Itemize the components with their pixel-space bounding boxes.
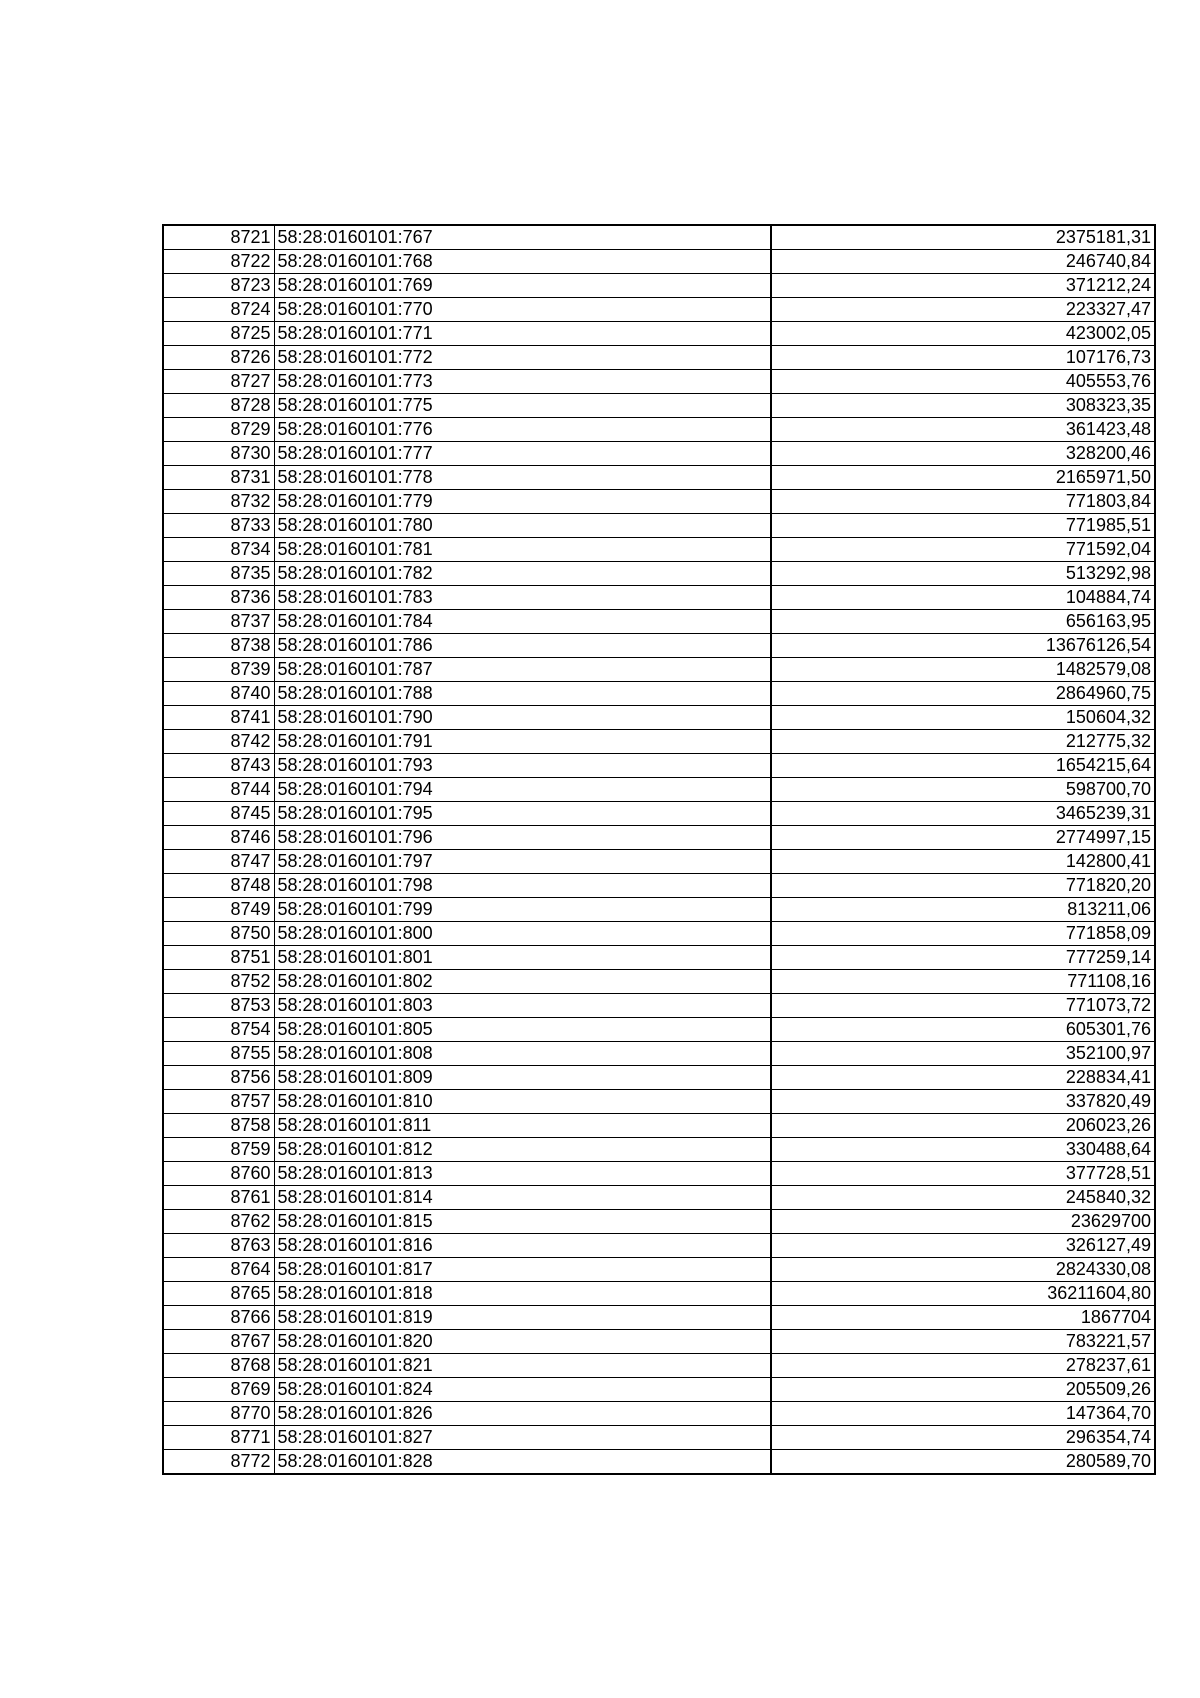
- row-number-cell: 8763: [163, 1234, 274, 1258]
- cadastral-number-cell: 58:28:0160101:771: [274, 322, 771, 346]
- cadastral-number-cell: 58:28:0160101:795: [274, 802, 771, 826]
- value-cell: 771108,16: [771, 970, 1155, 994]
- value-cell: 330488,64: [771, 1138, 1155, 1162]
- table-row: [163, 586, 1155, 610]
- value-cell: 223327,47: [771, 298, 1155, 322]
- value-cell: 326127,49: [771, 1234, 1155, 1258]
- cadastral-number-cell: 58:28:0160101:773: [274, 370, 771, 394]
- row-number-cell: 8760: [163, 1162, 274, 1186]
- table-row: [163, 1042, 1155, 1066]
- value-cell: 147364,70: [771, 1402, 1155, 1426]
- table-row: [163, 634, 1155, 658]
- cadastral-number-cell: 58:28:0160101:799: [274, 898, 771, 922]
- value-cell: 771985,51: [771, 514, 1155, 538]
- row-number-cell: 8759: [163, 1138, 274, 1162]
- cadastral-number-cell: 58:28:0160101:796: [274, 826, 771, 850]
- table-body: [163, 225, 1155, 1474]
- table-row: [163, 970, 1155, 994]
- cadastral-number-cell: 58:28:0160101:786: [274, 634, 771, 658]
- cadastral-number-cell: 58:28:0160101:775: [274, 394, 771, 418]
- row-number-cell: 8721: [163, 225, 274, 250]
- table-row: [163, 298, 1155, 322]
- value-cell: 361423,48: [771, 418, 1155, 442]
- table-row: [163, 1426, 1155, 1450]
- row-number-cell: 8761: [163, 1186, 274, 1210]
- row-number-cell: 8748: [163, 874, 274, 898]
- value-cell: 2824330,08: [771, 1258, 1155, 1282]
- cadastral-number-cell: 58:28:0160101:817: [274, 1258, 771, 1282]
- row-number-cell: 8757: [163, 1090, 274, 1114]
- value-cell: 2864960,75: [771, 682, 1155, 706]
- cadastral-number-cell: 58:28:0160101:814: [274, 1186, 771, 1210]
- table-row: [163, 1330, 1155, 1354]
- table-row: [163, 250, 1155, 274]
- table-row: [163, 1282, 1155, 1306]
- value-cell: 777259,14: [771, 946, 1155, 970]
- value-cell: 245840,32: [771, 1186, 1155, 1210]
- value-cell: 813211,06: [771, 898, 1155, 922]
- row-number-cell: 8767: [163, 1330, 274, 1354]
- value-cell: 771820,20: [771, 874, 1155, 898]
- cadastral-number-cell: 58:28:0160101:821: [274, 1354, 771, 1378]
- cadastral-number-cell: 58:28:0160101:828: [274, 1450, 771, 1475]
- cadastral-number-cell: 58:28:0160101:811: [274, 1114, 771, 1138]
- value-cell: 337820,49: [771, 1090, 1155, 1114]
- cadastral-number-cell: 58:28:0160101:778: [274, 466, 771, 490]
- table-row: [163, 274, 1155, 298]
- cadastral-number-cell: 58:28:0160101:794: [274, 778, 771, 802]
- table-row: [163, 610, 1155, 634]
- cadastral-number-cell: 58:28:0160101:818: [274, 1282, 771, 1306]
- row-number-cell: 8724: [163, 298, 274, 322]
- value-cell: 328200,46: [771, 442, 1155, 466]
- cadastral-value-table: [162, 224, 1156, 1475]
- row-number-cell: 8746: [163, 826, 274, 850]
- row-number-cell: 8728: [163, 394, 274, 418]
- value-cell: 371212,24: [771, 274, 1155, 298]
- row-number-cell: 8770: [163, 1402, 274, 1426]
- row-number-cell: 8772: [163, 1450, 274, 1475]
- row-number-cell: 8750: [163, 922, 274, 946]
- table-row: [163, 1090, 1155, 1114]
- row-number-cell: 8725: [163, 322, 274, 346]
- cadastral-number-cell: 58:28:0160101:779: [274, 490, 771, 514]
- cadastral-number-cell: 58:28:0160101:812: [274, 1138, 771, 1162]
- row-number-cell: 8736: [163, 586, 274, 610]
- value-cell: 104884,74: [771, 586, 1155, 610]
- cadastral-number-cell: 58:28:0160101:810: [274, 1090, 771, 1114]
- value-cell: 352100,97: [771, 1042, 1155, 1066]
- cadastral-number-cell: 58:28:0160101:782: [274, 562, 771, 586]
- row-number-cell: 8764: [163, 1258, 274, 1282]
- row-number-cell: 8743: [163, 754, 274, 778]
- row-number-cell: 8768: [163, 1354, 274, 1378]
- row-number-cell: 8738: [163, 634, 274, 658]
- row-number-cell: 8722: [163, 250, 274, 274]
- cadastral-number-cell: 58:28:0160101:772: [274, 346, 771, 370]
- cadastral-number-cell: 58:28:0160101:780: [274, 514, 771, 538]
- row-number-cell: 8747: [163, 850, 274, 874]
- row-number-cell: 8731: [163, 466, 274, 490]
- cadastral-number-cell: 58:28:0160101:808: [274, 1042, 771, 1066]
- cadastral-number-cell: 58:28:0160101:783: [274, 586, 771, 610]
- cadastral-number-cell: 58:28:0160101:819: [274, 1306, 771, 1330]
- table-row: [163, 1114, 1155, 1138]
- cadastral-number-cell: 58:28:0160101:788: [274, 682, 771, 706]
- value-cell: 1867704: [771, 1306, 1155, 1330]
- value-cell: 771858,09: [771, 922, 1155, 946]
- value-cell: 2375181,31: [771, 225, 1155, 250]
- table-row: [163, 225, 1155, 250]
- row-number-cell: 8749: [163, 898, 274, 922]
- table-row: [163, 706, 1155, 730]
- table-row: [163, 874, 1155, 898]
- table-row: [163, 370, 1155, 394]
- table-row: [163, 658, 1155, 682]
- value-cell: 13676126,54: [771, 634, 1155, 658]
- row-number-cell: 8732: [163, 490, 274, 514]
- row-number-cell: 8727: [163, 370, 274, 394]
- table-row: [163, 322, 1155, 346]
- cadastral-number-cell: 58:28:0160101:767: [274, 225, 771, 250]
- value-cell: 771592,04: [771, 538, 1155, 562]
- value-cell: 377728,51: [771, 1162, 1155, 1186]
- row-number-cell: 8733: [163, 514, 274, 538]
- row-number-cell: 8726: [163, 346, 274, 370]
- value-cell: 771073,72: [771, 994, 1155, 1018]
- cadastral-number-cell: 58:28:0160101:824: [274, 1378, 771, 1402]
- value-cell: 280589,70: [771, 1450, 1155, 1475]
- cadastral-number-cell: 58:28:0160101:826: [274, 1402, 771, 1426]
- value-cell: 278237,61: [771, 1354, 1155, 1378]
- row-number-cell: 8769: [163, 1378, 274, 1402]
- value-cell: 206023,26: [771, 1114, 1155, 1138]
- table-row: [163, 1066, 1155, 1090]
- cadastral-number-cell: 58:28:0160101:802: [274, 970, 771, 994]
- table-row: [163, 826, 1155, 850]
- row-number-cell: 8741: [163, 706, 274, 730]
- table-row: [163, 1234, 1155, 1258]
- table-row: [163, 778, 1155, 802]
- row-number-cell: 8753: [163, 994, 274, 1018]
- cadastral-number-cell: 58:28:0160101:787: [274, 658, 771, 682]
- row-number-cell: 8735: [163, 562, 274, 586]
- cadastral-number-cell: 58:28:0160101:820: [274, 1330, 771, 1354]
- table-row: [163, 346, 1155, 370]
- row-number-cell: 8762: [163, 1210, 274, 1234]
- table-row: [163, 802, 1155, 826]
- table-row: [163, 1018, 1155, 1042]
- value-cell: 107176,73: [771, 346, 1155, 370]
- value-cell: 605301,76: [771, 1018, 1155, 1042]
- table-row: [163, 730, 1155, 754]
- row-number-cell: 8766: [163, 1306, 274, 1330]
- row-number-cell: 8752: [163, 970, 274, 994]
- table-row: [163, 394, 1155, 418]
- cadastral-number-cell: 58:28:0160101:770: [274, 298, 771, 322]
- row-number-cell: 8758: [163, 1114, 274, 1138]
- cadastral-number-cell: 58:28:0160101:803: [274, 994, 771, 1018]
- cadastral-number-cell: 58:28:0160101:791: [274, 730, 771, 754]
- table-row: [163, 418, 1155, 442]
- value-cell: 228834,41: [771, 1066, 1155, 1090]
- value-cell: 150604,32: [771, 706, 1155, 730]
- cadastral-number-cell: 58:28:0160101:801: [274, 946, 771, 970]
- value-cell: 405553,76: [771, 370, 1155, 394]
- cadastral-number-cell: 58:28:0160101:809: [274, 1066, 771, 1090]
- value-cell: 656163,95: [771, 610, 1155, 634]
- row-number-cell: 8771: [163, 1426, 274, 1450]
- value-cell: 598700,70: [771, 778, 1155, 802]
- value-cell: 205509,26: [771, 1378, 1155, 1402]
- row-number-cell: 8740: [163, 682, 274, 706]
- row-number-cell: 8734: [163, 538, 274, 562]
- table-row: [163, 994, 1155, 1018]
- cadastral-number-cell: 58:28:0160101:790: [274, 706, 771, 730]
- value-cell: 2774997,15: [771, 826, 1155, 850]
- cadastral-number-cell: 58:28:0160101:776: [274, 418, 771, 442]
- row-number-cell: 8729: [163, 418, 274, 442]
- cadastral-number-cell: 58:28:0160101:827: [274, 1426, 771, 1450]
- cadastral-number-cell: 58:28:0160101:797: [274, 850, 771, 874]
- row-number-cell: 8744: [163, 778, 274, 802]
- value-cell: 513292,98: [771, 562, 1155, 586]
- table-row: [163, 1306, 1155, 1330]
- value-cell: 2165971,50: [771, 466, 1155, 490]
- cadastral-number-cell: 58:28:0160101:777: [274, 442, 771, 466]
- row-number-cell: 8754: [163, 1018, 274, 1042]
- row-number-cell: 8730: [163, 442, 274, 466]
- table-row: [163, 490, 1155, 514]
- table-row: [163, 514, 1155, 538]
- value-cell: 783221,57: [771, 1330, 1155, 1354]
- value-cell: 36211604,80: [771, 1282, 1155, 1306]
- row-number-cell: 8745: [163, 802, 274, 826]
- cadastral-number-cell: 58:28:0160101:768: [274, 250, 771, 274]
- value-cell: 1654215,64: [771, 754, 1155, 778]
- row-number-cell: 8737: [163, 610, 274, 634]
- table-row: [163, 562, 1155, 586]
- table-row: [163, 466, 1155, 490]
- cadastral-number-cell: 58:28:0160101:781: [274, 538, 771, 562]
- table-row: [163, 1354, 1155, 1378]
- value-cell: 3465239,31: [771, 802, 1155, 826]
- table-row: [163, 1138, 1155, 1162]
- cadastral-number-cell: 58:28:0160101:813: [274, 1162, 771, 1186]
- row-number-cell: 8742: [163, 730, 274, 754]
- cadastral-number-cell: 58:28:0160101:815: [274, 1210, 771, 1234]
- table-row: [163, 898, 1155, 922]
- cadastral-number-cell: 58:28:0160101:793: [274, 754, 771, 778]
- value-cell: 1482579,08: [771, 658, 1155, 682]
- table-row: [163, 1210, 1155, 1234]
- table-row: [163, 538, 1155, 562]
- cadastral-number-cell: 58:28:0160101:800: [274, 922, 771, 946]
- row-number-cell: 8756: [163, 1066, 274, 1090]
- cadastral-number-cell: 58:28:0160101:816: [274, 1234, 771, 1258]
- table-row: [163, 922, 1155, 946]
- cadastral-number-cell: 58:28:0160101:769: [274, 274, 771, 298]
- table-row: [163, 1378, 1155, 1402]
- value-cell: 423002,05: [771, 322, 1155, 346]
- value-cell: 308323,35: [771, 394, 1155, 418]
- table-row: [163, 442, 1155, 466]
- cadastral-number-cell: 58:28:0160101:798: [274, 874, 771, 898]
- cadastral-number-cell: 58:28:0160101:784: [274, 610, 771, 634]
- row-number-cell: 8723: [163, 274, 274, 298]
- row-number-cell: 8765: [163, 1282, 274, 1306]
- table-row: [163, 1162, 1155, 1186]
- table-row: [163, 850, 1155, 874]
- row-number-cell: 8751: [163, 946, 274, 970]
- table-row: [163, 682, 1155, 706]
- value-cell: 771803,84: [771, 490, 1155, 514]
- cadastral-number-cell: 58:28:0160101:805: [274, 1018, 771, 1042]
- table-row: [163, 754, 1155, 778]
- row-number-cell: 8739: [163, 658, 274, 682]
- table-row: [163, 946, 1155, 970]
- value-cell: 296354,74: [771, 1426, 1155, 1450]
- table-row: [163, 1402, 1155, 1426]
- table-row: [163, 1450, 1155, 1475]
- row-number-cell: 8755: [163, 1042, 274, 1066]
- table-row: [163, 1258, 1155, 1282]
- value-cell: 23629700: [771, 1210, 1155, 1234]
- value-cell: 212775,32: [771, 730, 1155, 754]
- value-cell: 142800,41: [771, 850, 1155, 874]
- table-row: [163, 1186, 1155, 1210]
- value-cell: 246740,84: [771, 250, 1155, 274]
